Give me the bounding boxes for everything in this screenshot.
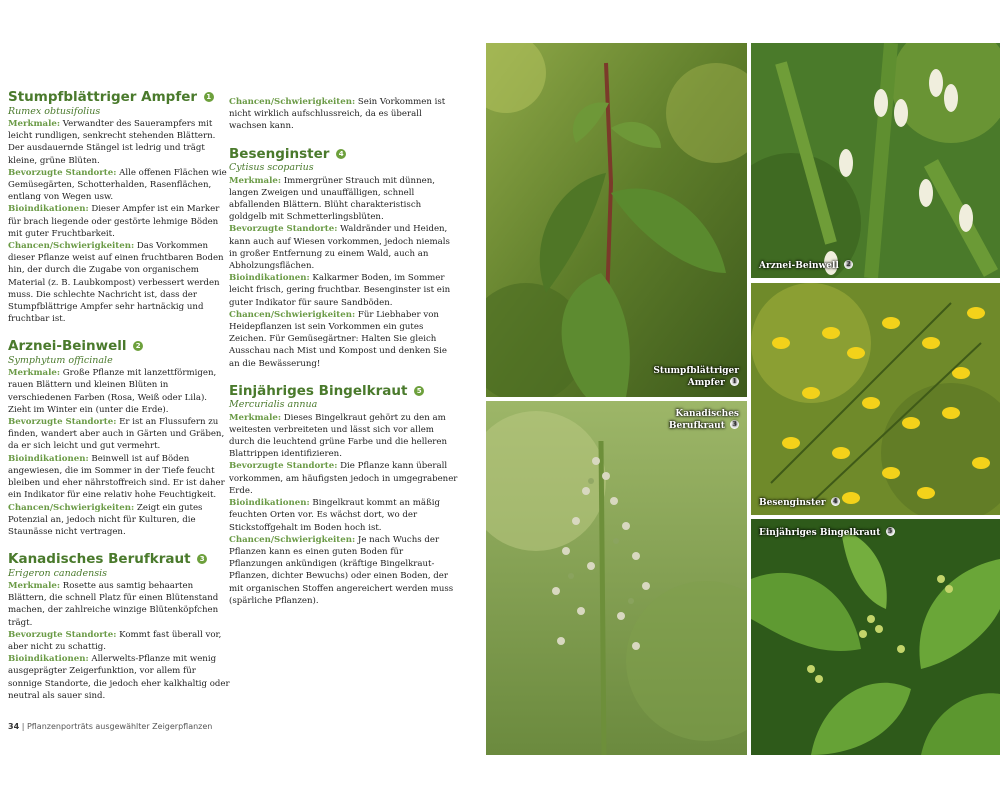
number-badge: 1 (204, 92, 214, 102)
number-badge: 2 (844, 260, 853, 269)
number-badge: 1 (730, 377, 739, 386)
beinwell-image (751, 43, 1000, 278)
latin-name: Rumex obtusifolius (8, 105, 101, 117)
latin-name: Mercurialis annua (229, 399, 318, 411)
text-column-2 (229, 96, 459, 621)
caption-bingelkraut: Einjähriges Bingelkraut 5 (759, 527, 895, 539)
number-badge: 3 (197, 554, 207, 564)
number-badge: 3 (730, 420, 739, 429)
number-badge: 2 (133, 341, 143, 351)
number-badge: 4 (831, 497, 840, 506)
bingelkraut-image (751, 519, 1000, 755)
page-footer (8, 722, 212, 731)
chapter-title: Pflanzenporträts ausgewählter Zeigerpflanzen (26, 722, 213, 731)
caption-ampfer: Stumpfblättriger Ampfer 1 (653, 366, 739, 389)
plant-title: Kanadisches Berufkraut 3 (8, 552, 230, 568)
plant-title: Stumpfblättriger Ampfer 1 (8, 90, 230, 106)
number-badge: 5 (414, 386, 424, 396)
caption-ginster: Besenginster 4 (759, 497, 840, 509)
plant-description: Merkmale: Große Pflanze mit lanzettförmigen, rauen Blättern und kleinen Blüten in verschiedenen Farben (Rosa, Weiß oder Lila). Zieht im Winter ein (unter die Erde). Bevorzugte Standorte: Er ist an Flussufern zu finden, wandert aber auch in Gärten und Gräben, da er sich leicht und gut vermehrt. Bioindikationen: Beinwell ist auf Böden angewiesen, die im Sommer in der Tiefe feucht bleiben und eher nährstoffreich sind. Er ist daher ein Indikator für eine relativ hohe Feuchtigkeit. Chancen/Schwierigkeiten: Zeigt ein gutes Potenzial an, jedoch nicht für Kulturen, die Staunässe nicht vertragen. (8, 368, 225, 537)
ampfer-image (486, 43, 747, 397)
plant-title: Arznei-Beinwell 2 (8, 339, 230, 355)
photo-beinwell (751, 43, 1000, 278)
plant-entry-beinwell (8, 339, 230, 538)
plant-entry-ampfer (8, 90, 230, 325)
plant-entry-ginster (229, 147, 459, 370)
plant-entry-berufkraut (8, 552, 230, 702)
latin-name: Erigeron canadensis (8, 567, 107, 579)
ginster-image (751, 283, 1000, 515)
plant-title: Einjähriges Bingelkraut 5 (229, 384, 459, 400)
berufkraut-image (486, 401, 747, 755)
photo-berufkraut (486, 401, 747, 755)
photo-ampfer (486, 43, 747, 397)
caption-berufkraut: Kanadisches Berufkraut 3 (668, 409, 739, 431)
plant-description: Merkmale: Immergrüner Strauch mit dünnen, langen Zweigen und unauffälligen, schnell abfallenden Blättern. Blüht charakteristisch goldgelb mit Schmetterlingsblüten. Bevorzugte Standorte: Waldränder und Heiden, kann auch auf Wiesen vorkommen, jedoch niemals in großer Entfernung zu einem Wald, auch an Abholzungsflächen. Bioindikationen: Kalkarmer Boden, im Sommer leicht frisch, gering fruchtbar. Besenginster ist ein guter Indikator für saure Sandböden. Chancen/Schwierigkeiten: Für Liebhaber von Heidepflanzen ist sein Vorkommen ein gutes Zeichen. Für Gemüsegärtner: Halten Sie gleich Ausschau nach Mist und Kompost und denken Sie an die Bewässerung! (229, 175, 451, 369)
plant-description: Merkmale: Verwandter des Sauerampfers mit leicht rundligen, senkrecht stehenden Blättern. Der ausdauernde Stängel ist ledrig und trägt kleine, grüne Blüten. Bevorzugte Standorte: Alle offenen Flächen wie Gemüsegärten, Schotterhalden, Rasenflächen, entlang von Wegen usw. Bioindikationen: Dieser Ampfer ist ein Marker für brach liegende oder gestörte lehmige Böden mit guter Fruchtbarkeit. Chancen/Schwierigkeiten: Das Vorkommen dieser Pflanze weist auf einen fruchtbaren Boden hin, der durch die Zugabe von organischem Material (z. B. Laubkompost) verbessert werden muss. Die schlechte Nachricht ist, dass der Stumpfblättrige Ampfer sehr hartnäckig und fruchtbar ist. (8, 118, 227, 325)
page-number: 34 (8, 722, 20, 731)
text-column-1 (8, 90, 230, 716)
plant-entry-bingelkraut (229, 384, 459, 607)
photo-bingelkraut (751, 519, 1000, 755)
plant-title: Besenginster 4 (229, 147, 459, 163)
footer-separator: | (21, 722, 25, 731)
latin-name: Symphytum officinale (8, 354, 113, 366)
plant-description: Merkmale: Rosette aus samtig behaarten Blättern, die schnell Platz für einen Blütenstand machen, der zahlreiche winzige Blütenköpfchen trägt. Bevorzugte Standorte: Kommt fast überall vor, aber nicht zu schattig. Bioindikationen: Allerwelts-Pflanze mit wenig ausgeprägter Zeigerfunktion, vor allem für sonnige Standorte, die jedoch eher kalkhaltig oder neutral als sauer sind. (8, 581, 230, 701)
caption-beinwell: Arznei-Beinwell 2 (759, 260, 853, 272)
plant-description: Merkmale: Dieses Bingelkraut gehört zu den am weitesten verbreiteten und lässt sich vor allem durch die leuchtend grüne Farbe und die helleren Blattrippen identifizieren. Bevorzugte Standorte: Die Pflanze kann überall vorkommen, am häufigsten jedoch in umgegrabener Erde. Bioindikationen: Bingelkraut kommt an mäßig feuchten Orten vor. Es wächst dort, wo der Stickstoffgehalt im Boden hoch ist. Chancen/Schwierigkeiten: Je nach Wuchs der Pflanzen kann es einen guten Boden für Pflanzungen ankündigen (kräftige Bingelkraut-Pflanzen, dichter Bewuchs) oder einen Boden, der mit organischen Stoffen angereichert werden muss (spärliche Pflanzen). (229, 412, 458, 606)
number-badge: 5 (886, 527, 895, 536)
number-badge: 4 (336, 149, 346, 159)
photo-ginster (751, 283, 1000, 515)
latin-name: Cytisus scoparius (229, 162, 314, 174)
plant-entry-berufkraut-continued: Chancen/Schwierigkeiten: Sein Vorkommen ist nicht wirklich aufschlussreich, da es überall wachsen kann. (229, 97, 446, 132)
